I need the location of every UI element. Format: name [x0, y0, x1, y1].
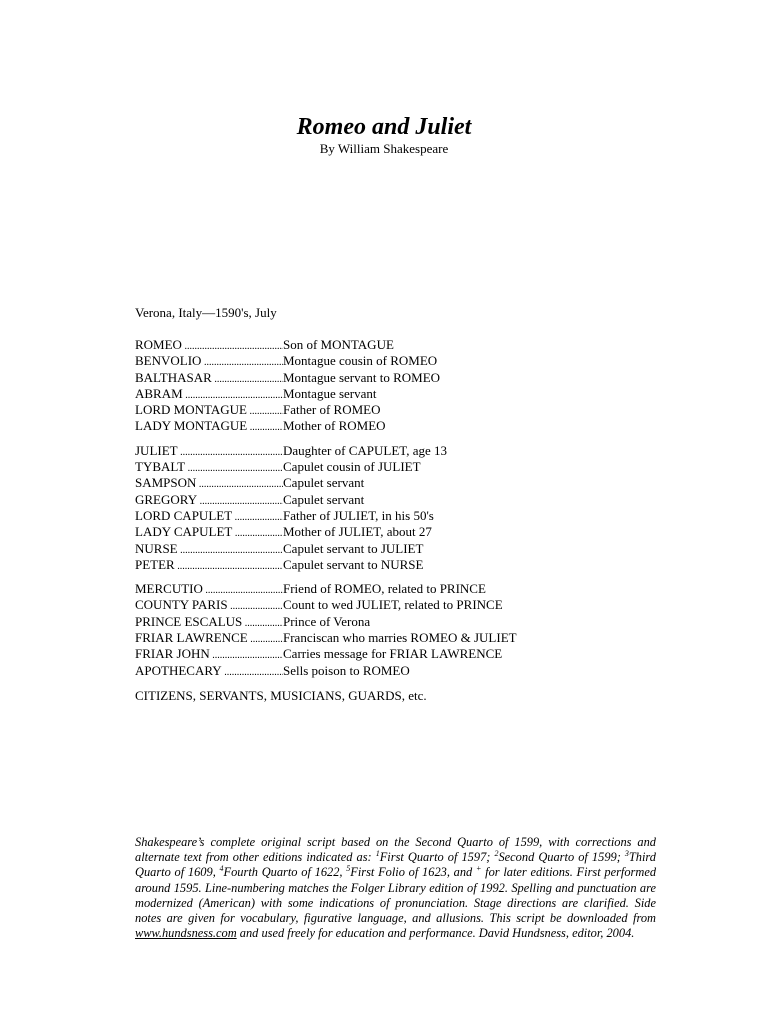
character-description: Carries message for FRIAR LAWRENCE [283, 646, 503, 662]
character-description: Franciscan who marries ROMEO & JULIET [283, 630, 517, 646]
character-description: Friend of ROMEO, related to PRINCE [283, 581, 486, 597]
character-name: ABRAM ..... [135, 386, 283, 404]
cast-row [135, 581, 535, 597]
note-text: First Folio of 1623, and [350, 865, 476, 880]
character-description: Mother of ROMEO [283, 418, 386, 434]
cast-row [135, 557, 535, 573]
character-name: TYBALT ..... [135, 459, 283, 477]
character-name: SAMPSON ..... [135, 475, 283, 493]
play-title: Romeo and Juliet [296, 114, 472, 140]
superscript: 1 [375, 849, 380, 859]
cast-group [135, 581, 535, 679]
character-description: Sells poison to ROMEO [283, 662, 410, 678]
cast-row [135, 630, 535, 646]
cast-row [135, 508, 535, 524]
character-description: Capulet servant [283, 491, 365, 507]
superscript: + [476, 864, 482, 874]
character-description: Prince of Verona [283, 613, 371, 629]
note-text: Second Quarto of 1599; [498, 850, 625, 865]
author-byline: By William Shakespeare [319, 141, 449, 156]
character-name: JULIET ..... [135, 443, 283, 461]
character-description: Montague cousin of ROMEO [283, 353, 438, 369]
cast-group [135, 337, 535, 435]
character-name: PRINCE ESCALUS ..... [135, 614, 283, 632]
superscript: 5 [346, 864, 351, 874]
character-description: Daughter of CAPULET, age 13 [283, 442, 448, 458]
cast-row [135, 597, 535, 613]
superscript: 2 [494, 849, 499, 859]
character-description: Capulet cousin of JULIET [283, 459, 421, 475]
character-name: LADY CAPULET ..... [135, 524, 283, 542]
character-description: Capulet servant [283, 475, 365, 491]
cast-row [135, 353, 535, 369]
cast-row [135, 459, 535, 475]
character-name: LADY MONTAGUE ..... [135, 418, 283, 436]
character-description: Capulet servant to NURSE [283, 556, 424, 572]
character-name: FRIAR JOHN ..... [135, 646, 283, 664]
cast-row [135, 663, 535, 679]
cast-row [135, 402, 535, 418]
extras-line: CITIZENS, SERVANTS, MUSICIANS, GUARDS, etc. [135, 688, 427, 703]
note-text: Third Quarto of 1609, [135, 850, 656, 880]
character-description: Father of JULIET, in his 50's [283, 507, 434, 523]
character-description: Montague servant [283, 385, 377, 401]
editor-note [135, 835, 656, 941]
cast-row [135, 337, 535, 353]
note-text: First Quarto of 1597; [379, 850, 495, 865]
character-name: PETER ..... [135, 557, 283, 575]
character-name: APOTHECARY ..... [135, 663, 283, 681]
character-description: Count to wed JULIET, related to PRINCE [283, 597, 503, 613]
cast-row [135, 614, 535, 630]
cast-list [135, 337, 535, 687]
cast-row [135, 541, 535, 557]
cast-row [135, 418, 535, 434]
cast-row [135, 475, 535, 491]
character-name: BENVOLIO ..... [135, 353, 283, 371]
character-name: COUNTY PARIS ..... [135, 597, 283, 615]
character-description: Montague servant to ROMEO [283, 369, 441, 385]
cast-group [135, 443, 535, 573]
character-name: LORD MONTAGUE ..... [135, 402, 283, 420]
note-text: Fourth Quarto of 1622, [223, 865, 347, 880]
character-description: Capulet servant to JULIET [283, 540, 424, 556]
character-description: Mother of JULIET, about 27 [283, 524, 432, 540]
superscript: 3 [624, 849, 629, 859]
note-text: for later editions. First performed around 1595. Line-numbering matches the Folger Library edition of 1992. Spelling and punctuation are modernized (American) with some indications of pronunciation. Stage directions are clarified. Side notes are given for vocabulary, figurative language, and allusions. This script be downloaded from [135, 865, 657, 926]
cast-row [135, 370, 535, 386]
character-name: GREGORY ..... [135, 492, 283, 510]
superscript: 4 [219, 864, 224, 874]
cast-row [135, 524, 535, 540]
cast-row [135, 646, 535, 662]
note-text: and used freely for education and performance. David Hundsness, editor, 2004. [236, 926, 635, 941]
hundsness-link[interactable]: www.hundsness.com [135, 926, 237, 941]
character-description: Son of MONTAGUE [283, 337, 394, 352]
cast-row [135, 443, 535, 459]
character-name: LORD CAPULET ..... [135, 508, 283, 526]
note-text: Shakespeare’s complete original script based on the Second Quarto of 1599, with corrections and alternate text from other editions indicated as: [135, 835, 656, 865]
character-description: Father of ROMEO [283, 402, 381, 418]
cast-row [135, 386, 535, 402]
character-name: NURSE ..... [135, 541, 283, 559]
character-name: ROMEO ..... [135, 337, 283, 355]
character-name: MERCUTIO ..... [135, 581, 283, 599]
cast-row [135, 492, 535, 508]
character-name: BALTHASAR ..... [135, 370, 283, 388]
character-name: FRIAR LAWRENCE ..... [135, 630, 283, 648]
setting-line: Verona, Italy—1590's, July [135, 305, 277, 320]
